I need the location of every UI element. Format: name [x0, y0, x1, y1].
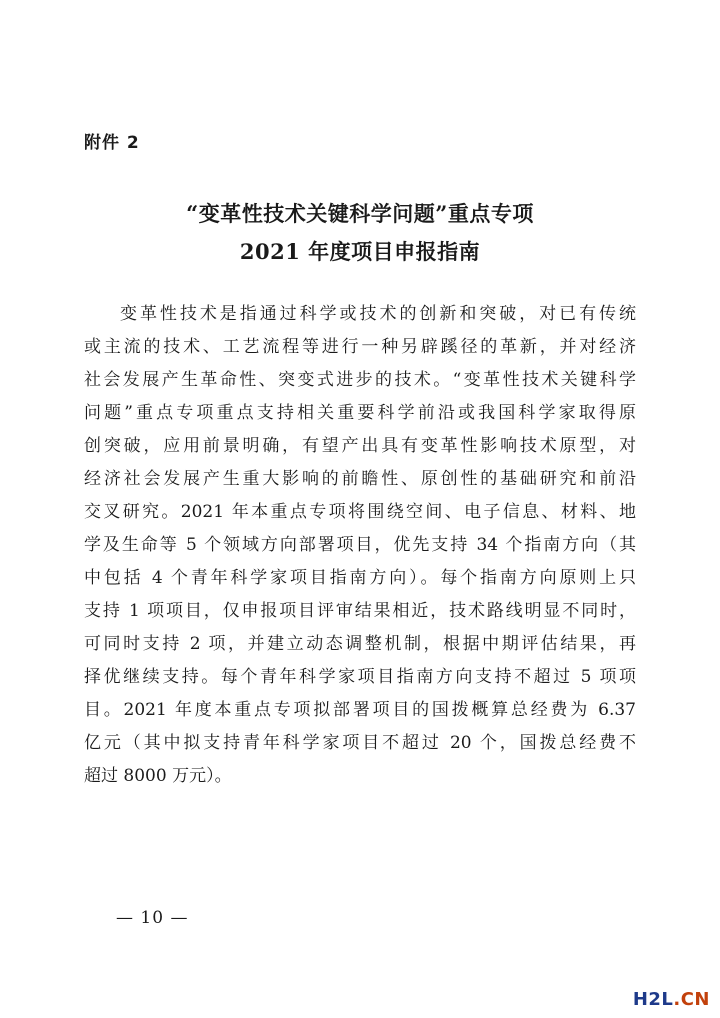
- attachment-label: 附件 2: [84, 133, 140, 153]
- body-line: 目。2021 年度本重点专项拟部署项目的国拨概算总经费为 6.37: [84, 700, 636, 720]
- body-line: 支持 1 项项目，仅申报项目评审结果相近，技术路线明显不同时，: [84, 601, 636, 621]
- body-line: 社会发展产生革命性、突变式进步的技术。“变革性技术关键科学: [84, 370, 636, 390]
- document-title-line-1: “变革性技术关键科学问题”重点专项: [186, 201, 534, 226]
- body-line: 问题”重点专项重点支持相关重要科学前沿或我国科学家取得原: [84, 403, 636, 423]
- body-paragraph: [84, 298, 636, 793]
- watermark-h2l: H2L: [632, 989, 674, 1010]
- document-title-line-2: 2021 年度项目申报指南: [239, 239, 481, 264]
- body-line: 亿元（其中拟支持青年科学家项目不超过 20 个，国拨总经费不: [84, 733, 636, 753]
- body-line: 变革性技术是指通过科学或技术的创新和突破，对已有传统: [120, 304, 636, 324]
- site-watermark-logo: [633, 989, 710, 1010]
- body-line: 择优继续支持。每个青年科学家项目指南方向支持不超过 5 项项: [84, 667, 636, 687]
- body-line: 超过 8000 万元）。: [84, 766, 232, 786]
- body-line: 可同时支持 2 项，并建立动态调整机制，根据中期评估结果，再: [84, 634, 636, 654]
- watermark-cn: CN: [680, 989, 710, 1010]
- page-number: — 10 —: [116, 908, 189, 928]
- body-line: 学及生命等 5 个领域方向部署项目，优先支持 34 个指南方向（其: [84, 535, 636, 555]
- body-line: 中包括 4 个青年科学家项目指南方向）。每个指南方向原则上只: [84, 568, 636, 588]
- body-line: 或主流的技术、工艺流程等进行一种另辟蹊径的革新，并对经济: [84, 337, 636, 357]
- watermark-dot: .: [673, 989, 681, 1010]
- body-line: 创突破，应用前景明确，有望产出具有变革性影响技术原型，对: [84, 436, 636, 456]
- body-line: 经济社会发展产生重大影响的前瞻性、原创性的基础研究和前沿: [84, 469, 636, 489]
- body-line: 交叉研究。2021 年本重点专项将围绕空间、电子信息、材料、地: [84, 502, 636, 522]
